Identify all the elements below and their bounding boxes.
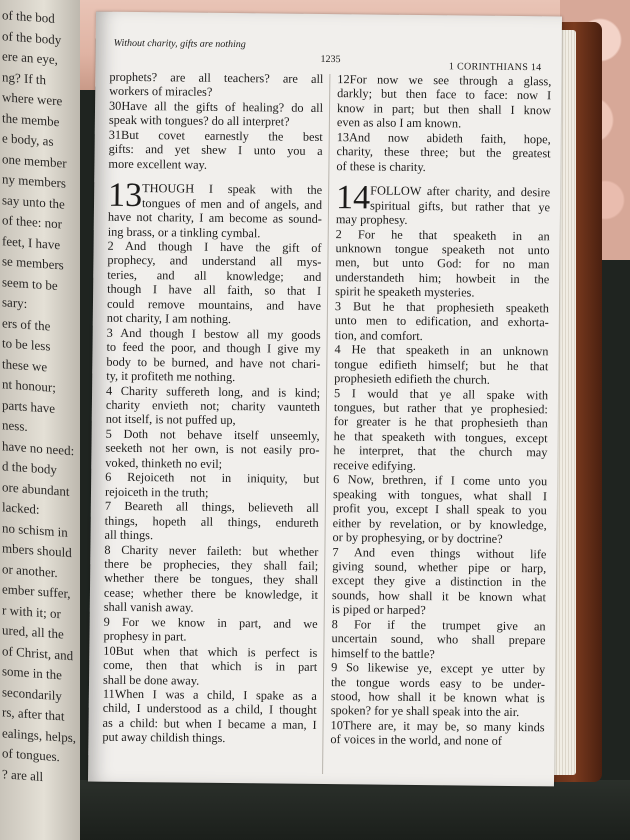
left-page-fragment: the membe xyxy=(2,109,60,129)
text-line: speaking with tongues, what shall I xyxy=(332,486,548,504)
column-divider xyxy=(322,74,330,774)
text-line: tongue edifieth himself; but he that xyxy=(334,356,549,373)
text-line: to feed the poor, and though I give my xyxy=(106,339,321,357)
text-line: prophecy, and understand all mys- xyxy=(107,253,322,270)
text-line: of these is charity. xyxy=(336,158,426,174)
running-head: Without charity, gifts are nothing xyxy=(113,37,246,51)
chapter-13-text xyxy=(102,210,322,747)
text-line: 2 And though I have the gift of xyxy=(107,238,322,255)
text-line: ing brass, or a tinkling cymbal. xyxy=(107,224,261,240)
text-line: 7 Beareth all things, believeth all xyxy=(104,498,319,516)
text-line: prophets? are all teachers? are all xyxy=(109,69,324,86)
left-page-fragment: mbers should xyxy=(2,540,72,561)
chapter-14-text xyxy=(330,212,550,749)
left-page-fragment: ember suffer, xyxy=(2,581,71,601)
text-line: unto men to edification, and exhorta- xyxy=(334,313,549,330)
left-page-fragment: se members xyxy=(2,253,64,273)
left-page-fragment: parts have xyxy=(2,396,56,416)
left-page-fragment: ore abundant xyxy=(2,478,70,499)
text-line: himself to the battle? xyxy=(331,645,435,661)
text-line: 3 But he that prophesieth speaketh xyxy=(334,298,550,316)
book-reference: 1 CORINTHIANS 14 xyxy=(448,61,542,74)
text-line: though I have all faith, so that I xyxy=(107,282,322,299)
text-line: as a child: but when I became a man, I xyxy=(102,715,317,732)
text-line: tion, and comfort. xyxy=(334,327,423,343)
text-line: even as also I am known. xyxy=(336,115,462,131)
left-page-fragment: sary: xyxy=(2,294,28,311)
text-line: 5 I would that ye all spake with xyxy=(333,385,549,402)
text-line: rejoiceth in the truth; xyxy=(104,484,209,500)
text-line: except they give a distinction in the xyxy=(332,573,547,590)
text-line: 4 Charity suffereth long, and is kind; xyxy=(106,383,321,400)
text-line: spiritual gifts, but rather that ye xyxy=(369,198,551,214)
text-line: charity, these three; but the greatest xyxy=(336,144,551,161)
text-line: understandeth him; howbeit in the xyxy=(335,269,550,287)
left-page-fragment: rs, after that xyxy=(2,704,65,724)
chapter-14-block xyxy=(335,179,551,217)
text-line: spirit he speaketh mysteries. xyxy=(335,284,475,300)
text-line: not charity, I am nothing. xyxy=(106,310,232,327)
text-line: men, but unto God: for no man xyxy=(335,255,550,272)
left-page-fragment: one member xyxy=(2,150,67,171)
text-line: voked, thinketh no evil; xyxy=(105,455,223,471)
text-line: may prophesy. xyxy=(335,212,408,227)
left-page-fragment: ere an eye, xyxy=(2,48,58,68)
left-page-fragment: where were xyxy=(2,89,63,109)
text-line: gifts: and yet shew I unto you a xyxy=(108,141,323,159)
text-line: he that speaketh with tongues, except xyxy=(333,428,548,446)
text-line: 2 For he that speaketh in an xyxy=(335,226,550,243)
text-line: charity envieth not; charity vaunteth xyxy=(105,397,320,414)
chapter-number: 13 xyxy=(107,176,143,215)
text-line: he interpret, that the church may xyxy=(333,443,548,460)
left-page-fragment: ealings, helps, xyxy=(2,724,77,745)
text-line: shall vanish away. xyxy=(103,600,194,615)
text-line: 12For now we see through a glass, xyxy=(337,72,552,89)
text-line: 30Have all the gifts of healing? do all xyxy=(108,98,324,115)
left-page-fragment: of thee: nor xyxy=(2,212,62,232)
text-line: 9 So likewise ye, except ye utter by xyxy=(331,660,546,677)
text-line: profit you, except I shall speak to you xyxy=(332,501,547,518)
left-page xyxy=(0,0,80,840)
page-number: 1235 xyxy=(320,53,341,66)
left-page-fragment: secondarily xyxy=(2,683,62,703)
text-line: the tongue words easy to be under- xyxy=(330,674,546,691)
left-page-fragment: ers of the xyxy=(2,314,51,334)
text-line: receive edifying. xyxy=(333,457,417,473)
left-page-fragment: ? are all xyxy=(2,765,44,784)
left-column xyxy=(102,70,323,747)
left-page-fragment: some in the xyxy=(2,663,62,683)
text-line: unknown tongue speaketh not unto xyxy=(335,241,550,258)
text-line: of voices in the world, and none of xyxy=(330,732,502,749)
text-line: spoken? for ye shall speak into the air. xyxy=(330,703,520,720)
text-line: seeketh not her own, is not easily pro- xyxy=(105,441,320,458)
text-line: 6 Rejoiceth not in iniquity, but xyxy=(105,469,320,487)
left-page-fragment: these we xyxy=(2,355,48,374)
left-page-fragment: of tongues. xyxy=(2,745,60,765)
text-line: either by revelation, or by knowledge, xyxy=(332,515,547,532)
left-page-fragment: of the bod xyxy=(2,7,55,26)
left-page-fragment: of Christ, and xyxy=(2,642,74,663)
text-line: uncertain sound, who shall prepare xyxy=(331,631,546,648)
text-line: 3 And though I bestow all my goods xyxy=(106,325,321,342)
text-line: THOUGH I speak with the xyxy=(142,181,323,198)
text-line: shall be done away. xyxy=(102,672,200,688)
text-line: cease; whether there be knowledge, it xyxy=(103,585,319,602)
text-line: prophesieth edifieth the church. xyxy=(334,371,491,387)
left-page-fragment: of the body xyxy=(2,27,62,47)
text-line: body to be burned, and have not chari- xyxy=(106,354,321,371)
text-line: FOLLOW after charity, and desire xyxy=(370,183,551,200)
text-line: know in part; but then shall I know xyxy=(336,101,552,118)
left-page-fragment: ness. xyxy=(2,417,28,434)
text-line: tongues of men and of angels, and xyxy=(141,195,323,212)
text-line: 31But covet earnestly the best xyxy=(108,127,323,144)
left-page-fragment: e body, as xyxy=(2,130,54,149)
left-page-fragment: have no need: xyxy=(2,437,75,458)
left-page-fragment: to be less xyxy=(2,335,51,354)
chapter-number: 14 xyxy=(335,179,371,217)
chapter-13-block xyxy=(107,176,323,215)
left-page-fragment: d the body xyxy=(2,458,57,478)
text-line: 10But when that which is perfect is xyxy=(103,643,318,660)
text-line: 7 And even things without life xyxy=(332,544,547,561)
text-line: 13And now abideth faith, hope, xyxy=(336,129,551,147)
text-line: all things. xyxy=(104,527,154,543)
left-page-fragment: ured, all the xyxy=(2,622,64,642)
text-line: not itself, is not puffed up, xyxy=(105,412,236,428)
text-line: sounds, how shall it be known what xyxy=(331,587,547,605)
text-line: prophesy in part. xyxy=(103,628,187,644)
text-line: is piped or harped? xyxy=(331,602,426,618)
left-page-fragment: feet, I have xyxy=(2,232,61,252)
text-line: workers of miracles? xyxy=(109,84,213,100)
text-line: 5 Doth not behave itself unseemly, xyxy=(105,426,320,443)
left-column-top-text xyxy=(108,70,323,173)
text-line: tongues, but rather that ye prophesied: xyxy=(333,400,548,417)
left-page-fragment: nt honour; xyxy=(2,376,56,395)
text-line: more excellent way. xyxy=(108,156,208,172)
text-line: teries, and all knowledge; and xyxy=(107,267,322,284)
text-line: ty, it profiteth me nothing. xyxy=(106,368,236,385)
text-line: 11When I was a child, I spake as a xyxy=(102,686,317,703)
left-page-fragment: seem to be xyxy=(2,273,58,293)
left-page-fragment: lacked: xyxy=(2,499,40,517)
text-line: speak with tongues? do all interpret? xyxy=(108,113,290,129)
text-line: 4 He that speaketh in an unknown xyxy=(334,342,549,359)
left-page-fragment: r with it; or xyxy=(2,601,61,621)
text-line: or by prophesying, or by doctrine? xyxy=(332,530,503,546)
text-line: 8 Charity never faileth: but whether xyxy=(104,542,319,559)
left-page-fragment: ny members xyxy=(2,171,66,191)
text-line: come, then that which is in part xyxy=(103,657,318,675)
text-line: darkly; but then face to face: now I xyxy=(337,86,552,103)
text-line: 8 For if the trumpet give an xyxy=(331,616,546,634)
text-line: have not charity, I am become as sound- xyxy=(107,209,322,227)
left-page-fragment: no schism in xyxy=(2,519,68,540)
left-page-fragment: say unto the xyxy=(2,191,65,212)
right-column-top-text xyxy=(336,72,551,175)
text-line: child, I understood as a child, I thought xyxy=(102,701,317,718)
text-line: giving sound, whether pipe or harp, xyxy=(332,559,547,576)
text-line: put away childish things. xyxy=(102,730,226,746)
text-line: stood, how shall it be known what is xyxy=(330,689,545,706)
background-table xyxy=(0,780,630,840)
text-line: 9 For we know in part, and we xyxy=(103,614,318,631)
text-line: whether there be tongues, they shall xyxy=(104,571,319,588)
text-line: 6 Now, brethren, if I come unto you xyxy=(333,472,548,489)
text-line: things, hopeth all things, endureth xyxy=(104,513,319,530)
right-page xyxy=(88,12,562,787)
text-line: there be prophecies, they shall fail; xyxy=(104,556,319,573)
text-line: could remove mountains, and have xyxy=(106,296,322,313)
left-page-fragment: or another. xyxy=(2,560,58,580)
text-line: for greater is he that prophesieth than xyxy=(333,414,548,431)
left-page-fragment: ng? If th xyxy=(2,68,47,87)
right-column xyxy=(330,72,551,749)
text-line: 10There are, it may be, so many kinds xyxy=(330,718,545,735)
